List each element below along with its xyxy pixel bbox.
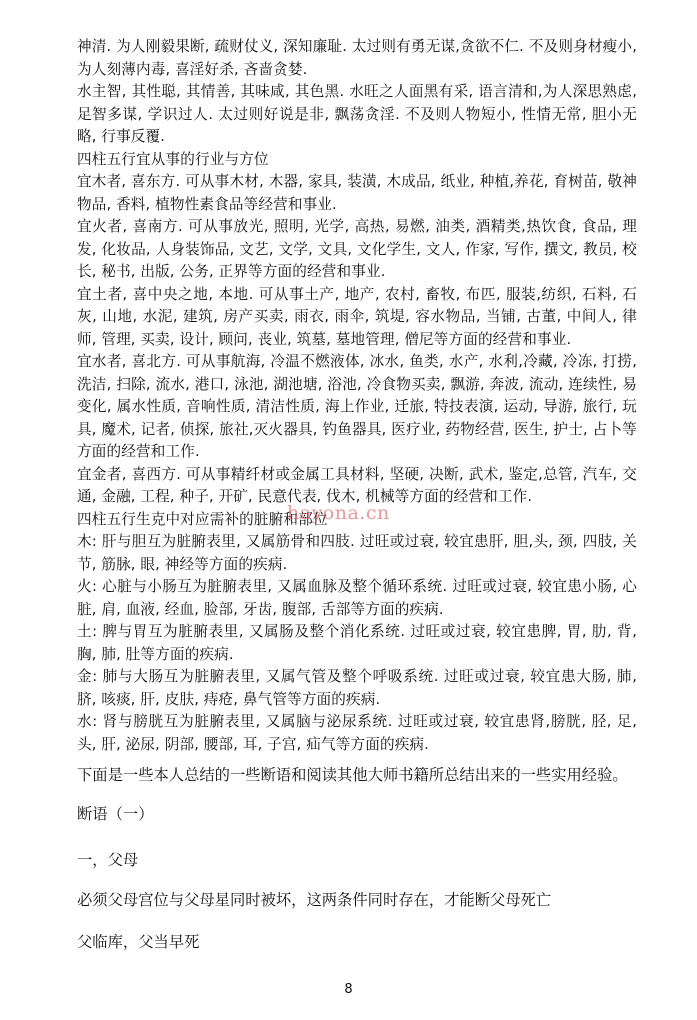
paragraph-water-organs: 水: 肾与膀胱互为脏腑表里, 又属脑与泌尿系统. 过旺或过衰, 较宜患肾,膀胱, 胫, 足, 头, 肝, 泌尿, 阴部, 腰部, 耳, 子宫, 疝气等方面的疾病. <box>77 713 637 753</box>
paragraph-metal-temperament: 神清. 为人刚毅果断, 疏财仗义, 深知廉耻. 太过则有勇无谋,贪欲不仁. 不及则身材瘦小, 为人刻薄内毒, 喜淫好杀, 吝啬贪婪. <box>77 38 637 78</box>
paragraph-wood-industries: 宜木者, 喜东方. 可从事木材, 木器, 家具, 装潢, 木成品, 纸业, 种植,养花, 育树苗, 敬神物品, 香料, 植物性素食品等经营和事业. <box>77 173 637 213</box>
watermark: hayona.cn <box>287 502 390 524</box>
paragraph-metal-industries: 宜金者, 喜西方. 可从事精纤材或金属工具材料, 坚硬, 决断, 武术, 鉴定,总管, 汽车, 交通, 金融, 工程, 种子, 开矿, 民意代表, 伐木, 机械等方面的经营和工作. <box>77 465 637 505</box>
paragraph-earth-industries: 宜土者, 喜中央之地, 本地. 可从事土产, 地产, 农村, 畜牧, 布匹, 服装,纺织, 石料, 石灰, 山地, 水泥, 建筑, 房产买卖, 雨衣, 雨伞, 筑堤, 容水物品, 当铺, 古董, 中间人, 律师, 管理, 买卖, 设计, 顾问, 丧业, 筑墓, 墓地管理, 僧尼等方面的经营和事业. <box>77 285 637 348</box>
paragraph-water-temperament: 水主智, 其性聪, 其情善, 其味咸, 其色黑. 水旺之人面黑有采, 语言清和,为人深思熟虑, 足智多谋, 学识过人. 太过则好说是非, 飘荡贪淫. 不及则人物短小, 性情无常, 胆小无略, 行事反覆. <box>77 83 637 145</box>
section-title: 断语（一） <box>77 805 154 823</box>
paragraph-fire-industries: 宜火者, 喜南方. 可从事放光, 照明, 光学, 高热, 易燃, 油类, 酒精类,热饮食, 食品, 理发, 化妆品, 人身装饰品, 文艺, 文学, 文具, 文化学生, 文人, 作家, 写作, 撰文, 教员, 校长, 秘书, 出版, 公务, 正界等方面的经营和事业. <box>77 218 637 280</box>
paragraph-wood-organs: 木: 肝与胆互为脏腑表里, 又属筋骨和四肢. 过旺或过衰, 较宜患肝, 胆,头, 颈, 四肢, 关节, 筋脉, 眼, 神经等方面的疾病. <box>77 533 637 573</box>
page-number: 8 <box>344 982 353 997</box>
subsection-title: 一，父母 <box>77 851 139 869</box>
body-text-block <box>77 36 637 756</box>
intro-text: 下面是一些本人总结的一些断语和阅读其他大师书籍所总结出来的一些实用经验。 <box>77 766 628 784</box>
rule-text: 父临库，父当早死 <box>77 933 200 951</box>
rule-text: 必须父母宫位与父母星同时被坏，这两条件同时存在，才能断父母死亡 <box>77 891 552 909</box>
paragraph-fire-organs: 火: 心脏与小肠互为脏腑表里, 又属血脉及整个循环系统. 过旺或过衰, 较宜患小肠, 心脏, 肩, 血液, 经血, 脸部, 牙齿, 腹部, 舌部等方面的疾病. <box>77 578 637 618</box>
heading-organs: 四柱五行生克中对应需补的脏腑和部位 <box>77 510 328 528</box>
paragraph-earth-organs: 土: 脾与胃互为脏腑表里, 又属肠及整个消化系统. 过旺或过衰, 较宜患脾, 胃, 肋, 背, 胸, 肺, 肚等方面的疾病. <box>77 623 637 663</box>
paragraph-metal-organs: 金: 肺与大肠互为脏腑表里, 又属气管及整个呼吸系统. 过旺或过衰, 较宜患大肠, 肺, 脐, 咳痰, 肝, 皮肤, 痔疮, 鼻气管等方面的疾病. <box>77 668 637 708</box>
heading-industries-directions: 四柱五行宜从事的行业与方位 <box>77 150 269 168</box>
paragraph-water-industries: 宜水者, 喜北方. 可从事航海, 冷温不燃液体, 冰水, 鱼类, 水产, 水利,冷藏, 冷冻, 打捞, 洗洁, 扫除, 流水, 港口, 泳池, 湖池塘, 浴池, 冷食物买卖, 飘游, 奔波, 流动, 连续性, 易变化, 属水性质, 音响性质, 清洁性质, 海上作业, 迁旅, 特技表演, 运动, 导游, 旅行, 玩具, 魔术, 记者, 侦探, 旅社,灭火器具, 钓鱼器具, 医疗业, 药物经营, 医生, 护士, 占卜等方面的经营和工作. <box>77 353 637 460</box>
